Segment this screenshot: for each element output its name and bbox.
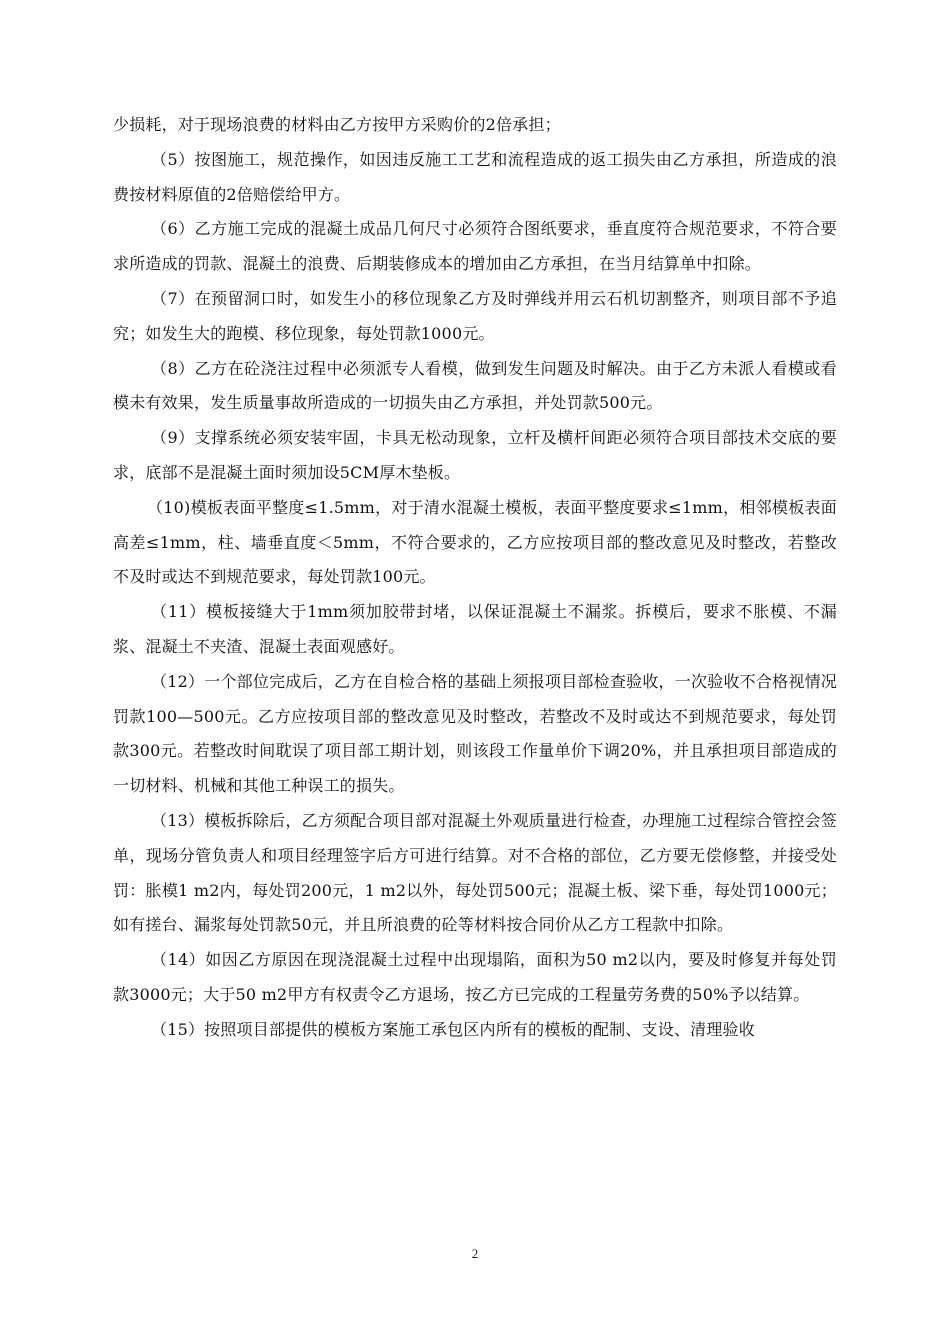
page-number: 2 xyxy=(471,1246,479,1261)
document-body xyxy=(113,108,837,1048)
paragraph-item-15: （15）按照项目部提供的模板方案施工承包区内所有的模板的配制、支设、清理验收 xyxy=(151,1019,755,1039)
paragraph-item-6: （6）乙方施工完成的混凝土成品几何尺寸必须符合图纸要求，垂直度符合规范要求，不符合要求所造成的罚款、混凝土的浪费、后期装修成本的增加由乙方承担，在当月结算单中扣除。 xyxy=(113,219,837,274)
paragraph-item-10: （10)模板表面平整度≤1.5mm，对于清水混凝土模板，表面平整度要求≤1mm，相邻模板表面高差≤1mm，柱、墙垂直度＜5mm，不符合要求的，乙方应按项目部的整改意见及时整改，若整改不及时或达不到规范要求，每处罚款100元。 xyxy=(113,497,837,587)
paragraph-continuation: 少损耗，对于现场浪费的材料由乙方按甲方采购价的2倍承担； xyxy=(113,115,561,134)
paragraph-item-13: （13）模板拆除后，乙方须配合项目部对混凝土外观质量进行检查，办理施工过程综合管控会签单，现场分管负责人和项目经理签字后方可进行结算。对不合格的部位，乙方要无偿修整，并接受处罚：胀模1 m2内，每处罚200元，1 m2以外，每处罚500元；混凝土板、梁下垂，每处罚1000元；如有搓台、漏浆每处罚款50元，并且所浪费的砼等材料按合同价从乙方工程款中扣除。 xyxy=(113,810,837,935)
paragraph-item-7: （7）在预留洞口时，如发生小的移位现象乙方及时弹线并用云石机切割整齐，则项目部不予追究；如发生大的跑模、移位现象，每处罚款1000元。 xyxy=(113,288,837,343)
paragraph-item-11: （11）模板接缝大于1mm须加胶带封堵，以保证混凝土不漏浆。拆模后，要求不胀模、不漏浆、混凝土不夹渣、混凝土表面观感好。 xyxy=(113,602,837,656)
paragraph-item-12: （12）一个部位完成后，乙方在自检合格的基础上须报项目部检查验收，一次验收不合格视情况罚款100—500元。乙方应按项目部的整改意见及时整改，若整改不及时或达不到规范要求，每处罚款300元。若整改时间耽误了项目部工期计划，则该段工作量单价下调20%，并且承担项目部造成的一切材料、机械和其他工种误工的损失。 xyxy=(113,671,837,796)
paragraph-item-9: （9）支撑系统必须安装牢固，卡具无松动现象，立杆及横杆间距必须符合项目部技术交底的要求，底部不是混凝土面时须加设5CM厚木垫板。 xyxy=(113,428,837,482)
paragraph-item-5: （5）按图施工，规范操作，如因违反施工工艺和流程造成的返工损失由乙方承担，所造成的浪费按材料原值的2倍赔偿给甲方。 xyxy=(113,149,837,204)
paragraph-item-14: （14）如因乙方原因在现浇混凝土过程中出现塌陷，面积为50 m2以内，要及时修复并每处罚款3000元；大于50 m2甲方有权责令乙方退场，按乙方已完成的工程量劳务费的50%予以结算。 xyxy=(113,950,837,1004)
paragraph-item-8: （8）乙方在砼浇注过程中必须派专人看模，做到发生问题及时解决。由于乙方未派人看模或看模未有效果，发生质量事故所造成的一切损失由乙方承担，并处罚款500元。 xyxy=(113,358,837,413)
